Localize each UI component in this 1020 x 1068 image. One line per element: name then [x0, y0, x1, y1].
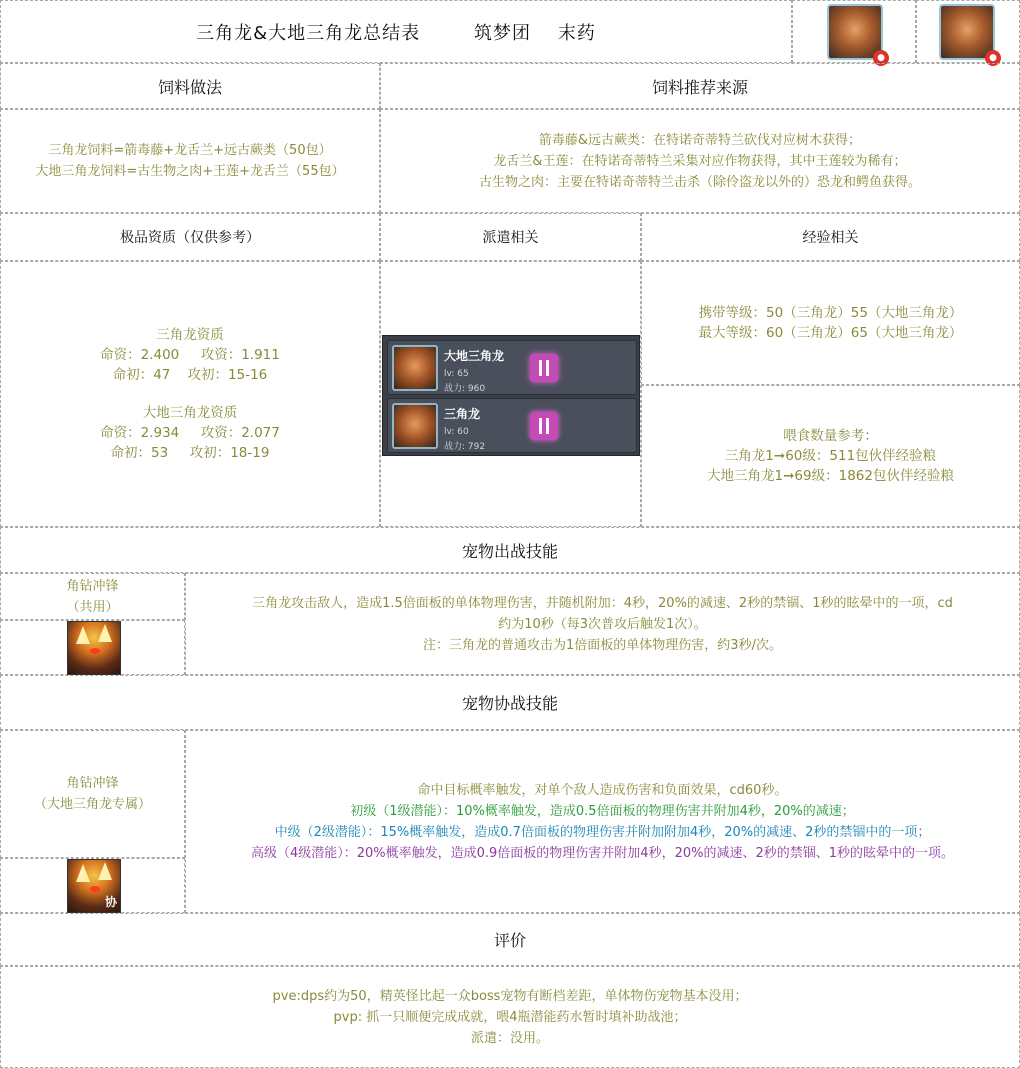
evaluation-content: [0, 966, 1020, 1068]
quality-header: [0, 213, 380, 261]
pet-card[interactable]: [387, 398, 637, 453]
evaluation-dispatch: 派遣：没用。: [470, 1030, 549, 1046]
evaluation-header: [0, 913, 1020, 966]
pet-power: 战力: 960: [444, 384, 486, 394]
assist-skill-desc: 命中目标概率触发，对单个敌人造成伤害和负面效果，cd60秒。: [417, 782, 788, 798]
battle-skill-desc: 约为10秒（每3次普攻后触发1次）。: [498, 616, 707, 632]
horn-charge-skill-icon: [67, 621, 121, 675]
battle-skill-desc-cell: [185, 573, 1020, 675]
feed-source-line: 古生物之肉：主要在特诺奇蒂特兰击杀（除伶盗龙以外的）恐龙和鳄鱼获得。: [478, 174, 921, 190]
feed-source-line: 箭毒藤&远古蕨类：在特诺奇蒂特兰砍伐对应树木获得；: [538, 132, 862, 148]
assist-skill-note: （大地三角龙专属）: [33, 797, 151, 812]
assist-skill-name: 角钻冲锋: [66, 776, 119, 791]
avatar-cell-2: [916, 0, 1020, 63]
evaluation-pve: pve:dps约为50，精英怪比起一众boss宠物有断档差距，单体物伤宠物基本没用；: [272, 988, 748, 1004]
dispatch-button-icon[interactable]: [530, 354, 558, 382]
assist-skill-level3: 高级（4级潜能）：20%概率触发，造成0.9倍面板的物理伤害并附加4秒，20%的减速、2秒的禁锢、1秒的眩晕中的一项。: [250, 845, 955, 861]
assist-skill-icon-cell: [0, 858, 185, 913]
badge-icon: ●: [985, 50, 1001, 66]
triceratops-quality-line: 命初：47 攻初：15-16: [112, 367, 268, 383]
pet-power: 战力: 792: [444, 442, 486, 452]
carry-level: 携带等级：50（三角龙）55（大地三角龙）: [698, 305, 963, 321]
earth-triceratops-quality-title: 大地三角龙资质: [142, 405, 238, 421]
feed-recipe-earth-triceratops: 大地三角龙饲料=古生物之肉+王莲+龙舌兰（55包）: [35, 164, 345, 179]
assist-skill-title: 宠物协战技能: [461, 694, 558, 713]
feed-amount-title: 喂食数量参考：: [783, 428, 878, 444]
feed-amount-triceratops: 三角龙1➞60级：511包伙伴经验粮: [724, 448, 937, 464]
assist-skill-header: [0, 675, 1020, 730]
dispatch-header: [380, 213, 641, 261]
battle-skill-icon-cell: [0, 620, 185, 675]
triceratops-portrait-icon: [392, 403, 438, 449]
battle-skill-note-desc: 注：三角龙的普通攻击为1倍面板的单体物理伤害，约3秒/次。: [423, 637, 782, 653]
experience-header: [641, 213, 1020, 261]
title-cell: [0, 0, 792, 63]
pet-level: lv: 65: [444, 369, 469, 379]
max-level: 最大等级：60（三角龙）65（大地三角龙）: [698, 325, 963, 341]
pet-dispatch-panel: [382, 335, 640, 456]
battle-skill-title: 宠物出战技能: [461, 541, 558, 561]
battle-skill-header: [0, 527, 1020, 573]
assist-skill-name-cell: [0, 730, 185, 858]
triceratops-quality-line: 命资：2.400 攻资：1.911: [100, 347, 280, 363]
evaluation-pvp: pvp: 抓一只顺便完成成就，喂4瓶潜能药水暂时填补助战池；: [333, 1009, 687, 1025]
feed-method-header: [0, 63, 380, 109]
feed-source-header: [380, 63, 1020, 109]
feed-source-line: 龙舌兰&王莲：在特诺奇蒂特兰采集对应作物获得，其中王莲较为稀有；: [493, 153, 907, 169]
battle-skill-name: 角钻冲锋: [66, 578, 119, 594]
feed-amount-earth-triceratops: 大地三角龙1➞69级：1862包伙伴经验粮: [707, 468, 954, 484]
pet-level: lv: 60: [444, 427, 469, 437]
feed-method-title: 饲料做法: [157, 77, 222, 97]
pet-name: 三角龙: [444, 407, 481, 421]
feed-source-content: [380, 109, 1020, 213]
dinosaur-avatar-icon: [939, 4, 997, 63]
dispatch-title: 派遣相关: [482, 230, 539, 246]
earth-triceratops-quality-line: 命初：53 攻初：18-19: [110, 445, 270, 461]
horn-charge-assist-skill-icon: 协: [67, 859, 121, 913]
feed-recipe-triceratops: 三角龙饲料=箭毒藤+龙舌兰+远古蕨类（50包）: [48, 143, 332, 158]
feed-method-content: [0, 109, 380, 213]
avatar-cell-1: [792, 0, 916, 63]
experience-title: 经验相关: [802, 230, 859, 246]
page-title: 三角龙&大地三角龙总结表 筑梦团 末药: [196, 22, 596, 44]
dispatch-button-icon[interactable]: [530, 412, 558, 440]
feed-source-title: 饲料推荐来源: [651, 77, 748, 97]
triceratops-quality-title: 三角龙资质: [156, 327, 224, 343]
battle-skill-note: （共用）: [66, 599, 119, 615]
assist-skill-level2: 中级（2级潜能）：15%概率触发，造成0.7倍面板的物理伤害并附加附加4秒，20%的减速、2秒的禁锢中的一项；: [274, 824, 931, 840]
quality-title: 极品资质（仅供参考）: [120, 230, 260, 246]
battle-skill-desc: 三角龙攻击敌人，造成1.5倍面板的单体物理伤害，并随机附加：4秒，20%的减速、2秒的禁锢、1秒的眩晕中的一项，cd: [252, 595, 953, 611]
quality-content: [0, 261, 380, 527]
badge-icon: ●: [873, 50, 889, 66]
dinosaur-avatar-icon: [827, 4, 885, 63]
experience-feed-content: [641, 385, 1020, 527]
battle-skill-name-cell: [0, 573, 185, 620]
pet-card[interactable]: [387, 340, 637, 395]
pet-name: 大地三角龙: [444, 349, 505, 363]
earth-triceratops-portrait-icon: [392, 345, 438, 391]
assist-skill-level1: 初级（1级潜能）：10%概率触发，造成0.5倍面板的物理伤害并附加4秒，20%的减速；: [350, 803, 855, 819]
assist-skill-desc-cell: [185, 730, 1020, 913]
earth-triceratops-quality-line: 命资：2.934 攻资：2.077: [100, 425, 280, 441]
evaluation-title: 评价: [493, 931, 526, 950]
experience-level-content: [641, 261, 1020, 385]
